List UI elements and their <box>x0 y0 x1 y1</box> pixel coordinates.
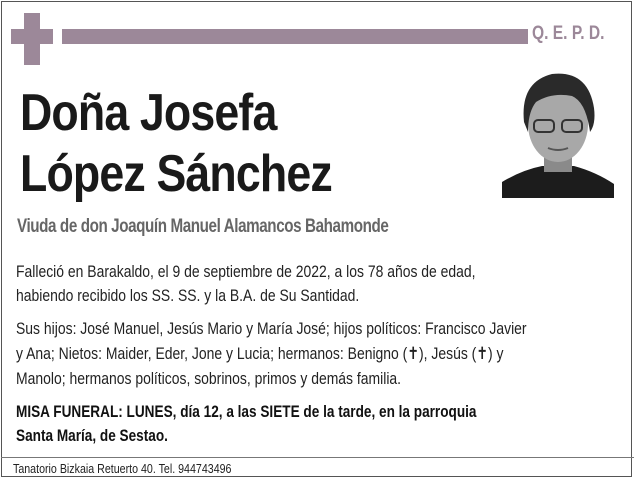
qepd-label: Q. E. P. D. <box>532 23 605 44</box>
footer-divider <box>1 457 634 458</box>
name-line-1: Doña Josefa <box>20 84 277 142</box>
footer-text: Tanatorio Bizkaia Retuerto 40. Tel. 944743496 <box>13 461 232 476</box>
family-line: y Ana; Nietos: Maider, Eder, Jone y Lucia; hermanos: Benigno (✝), Jesús (✝) y <box>16 344 504 363</box>
family-line: Sus hijos: José Manuel, Jesús Mario y María José; hijos políticos: Francisco Javier <box>16 319 527 338</box>
name-line-2: López Sánchez <box>20 145 332 203</box>
family-line: Manolo; hermanos políticos, sobrinos, primos y demás familia. <box>16 369 402 388</box>
header-rule <box>62 29 528 44</box>
funeral-line: MISA FUNERAL: LUNES, día 12, a las SIETE de la tarde, en la parroquia <box>16 402 477 421</box>
subtitle: Viuda de don Joaquín Manuel Alamancos Bahamonde <box>17 216 389 237</box>
cross-icon-arm <box>11 29 53 44</box>
death-notice-line: habiendo recibido los SS. SS. y la B.A. de Su Santidad. <box>16 286 360 305</box>
death-notice-line: Falleció en Barakaldo, el 9 de septiembre de 2022, a los 78 años de edad, <box>16 262 476 281</box>
portrait-photo <box>502 62 614 198</box>
funeral-line: Santa María, de Sestao. <box>16 426 168 445</box>
